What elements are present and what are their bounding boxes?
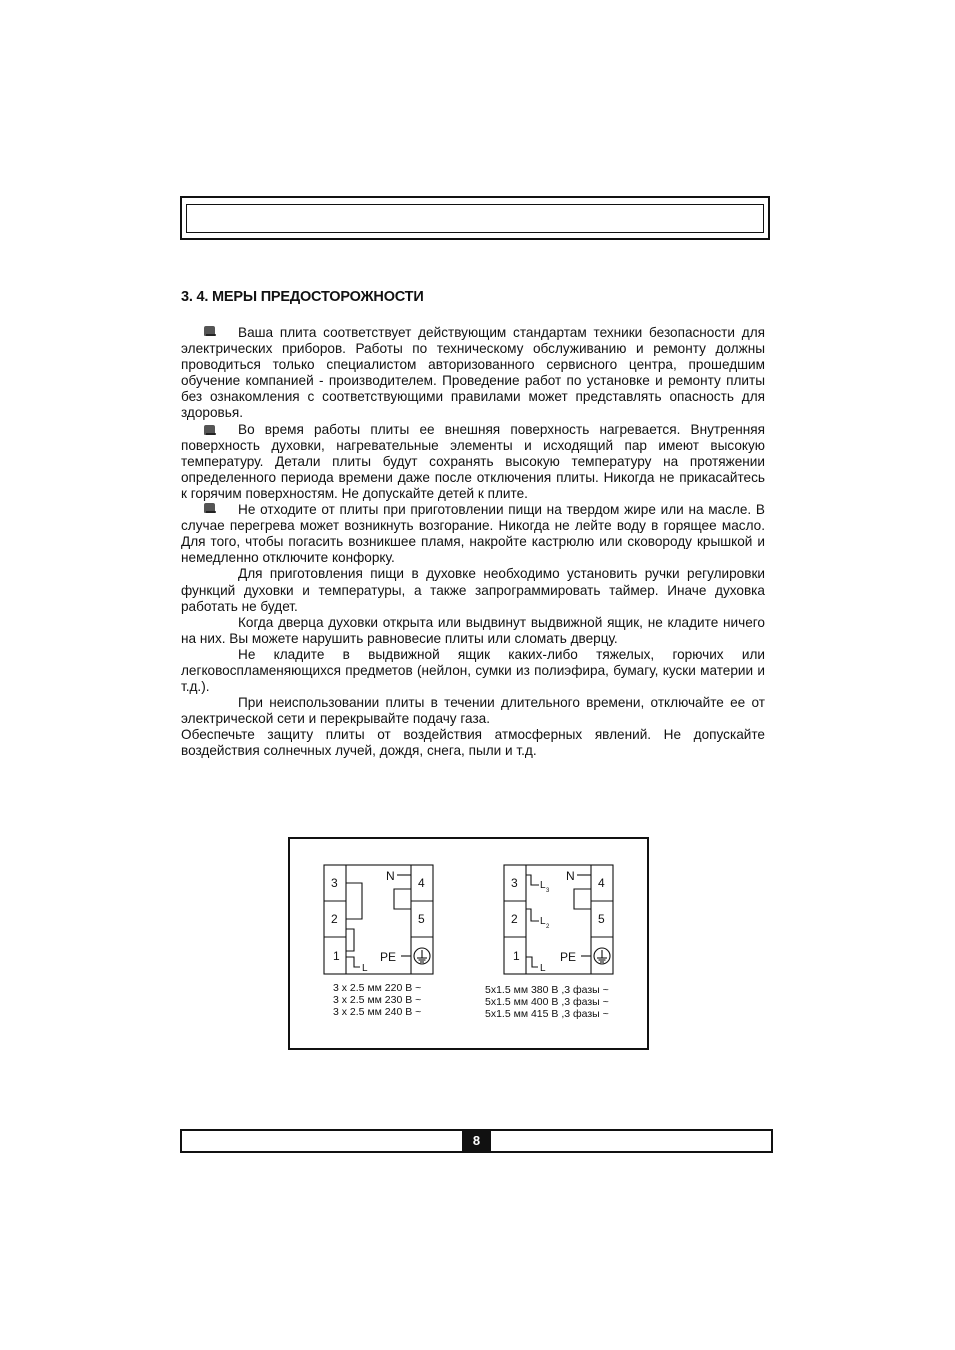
neutral-label: N [386,869,395,883]
ground-symbol-icon [597,950,607,962]
terminal-4-label: 4 [598,876,605,890]
terminal-1-label: 1 [333,949,340,963]
hand-pointer-icon [203,326,217,337]
page-number: 8 [462,1131,491,1151]
terminal-2-label: 2 [331,912,338,926]
terminal-block-three-phase [504,865,613,974]
terminal-block-single-phase [324,865,433,974]
line-2-label: L [540,916,546,927]
protective-earth-label: PE [560,950,577,964]
paragraph-7: При неиспользовании плиты в течении длительного времени, отключайте ее от электрической сети и перекрывайте подачу газа. [181,695,765,727]
paragraph-3: Не отходите от плиты при приготовлении пищи на твердом жире или на масле. В случае перегрева может возникнуть возгорание. Никогда не лейте воду в горящее масло. Для того, чтобы погасить возникшее пламя, накройте кастрюлю или сковороду крышкой и немедленно отключите конфорку. [181,502,765,566]
hand-pointer-icon [203,425,217,436]
precautions-text [181,325,765,760]
spec-line: 5x1.5 мм 415 В ,3 фазы ~ [485,1008,609,1020]
terminal-3-label: 3 [331,876,338,890]
terminal-5-label: 5 [418,912,425,926]
paragraph-4: Для приготовления пищи в духовке необходимо установить ручки регулировки функций духовки и температуры, а также запрограммировать таймер. Иначе духовка работать не будет. [181,566,765,614]
terminal-5-label: 5 [598,912,605,926]
line-3-label: L [540,880,546,891]
paragraph-5: Когда дверца духовки открыта или выдвинут выдвижной ящик, не кладите ничего на них. Вы можете нарушить равновесие плиты или сломать дверцу. [181,614,765,646]
section-title: 3. 4. МЕРЫ ПРЕДОСТОРОЖНОСТИ [181,289,424,305]
spec-line: 5x1.5 мм 400 В ,3 фазы ~ [485,996,609,1008]
ground-symbol-icon [417,950,427,962]
paragraph-8: Обеспечьте защиту плиты от воздействия атмосферных явлений. Не допускайте воздействия солнечных лучей, дождя, снега, пыли и т.д. [181,727,765,759]
terminal-1-label: 1 [513,949,520,963]
spec-line: 3 x 2.5 мм 230 В ~ [333,994,422,1006]
spec-line: 5x1.5 мм 380 В ,3 фазы ~ [485,984,609,996]
paragraph-2: Во время работы плиты ее внешняя поверхность нагревается. Внутренняя поверхность духовки, нагревательные элементы и исходящий пар имеют высокую температуру. Детали плиты будут сохранять высокую температуру на протяжении определенного периода времени даже после отключения плиты. Никогда не прикасайтесь к горячим поверхностям. Не допускайте детей к плите. [181,421,765,501]
paragraph-1: Ваша плита соответствует действующим стандартам техники безопасности для электрических приборов. Работы по техническому обслуживанию и ремонту должны проводиться только специалистом авторизованного сервисного центра, прошедшим обучение компанией - производителем. Проведение работ по установке и ремонту плиты без ознакомления с соответствующими правилами может представлять опасность для здоровья. [181,325,765,421]
spec-line: 3 x 2.5 мм 240 В ~ [333,1006,422,1018]
line-2-subscript: 2 [546,924,550,930]
terminal-4-label: 4 [418,876,425,890]
protective-earth-label: PE [380,950,397,964]
line-3-subscript: 3 [546,888,550,894]
neutral-label: N [566,869,575,883]
wiring-diagram [290,839,647,1048]
wiring-diagram-box [288,837,649,1050]
spec-line: 3 x 2.5 мм 220 В ~ [333,982,422,994]
terminal-2-label: 2 [511,912,518,926]
line-label: L [362,963,368,974]
header-inner-frame [186,204,764,233]
hand-pointer-icon [203,503,217,514]
terminal-3-label: 3 [511,876,518,890]
paragraph-6: Не кладите в выдвижной ящик каких-либо тяжелых, горючих или легковоспламеняющихся предметов (нейлон, сумки из полиэфира, бумагу, куски материи и т.д.). [181,646,765,695]
line-label: L [540,963,546,974]
